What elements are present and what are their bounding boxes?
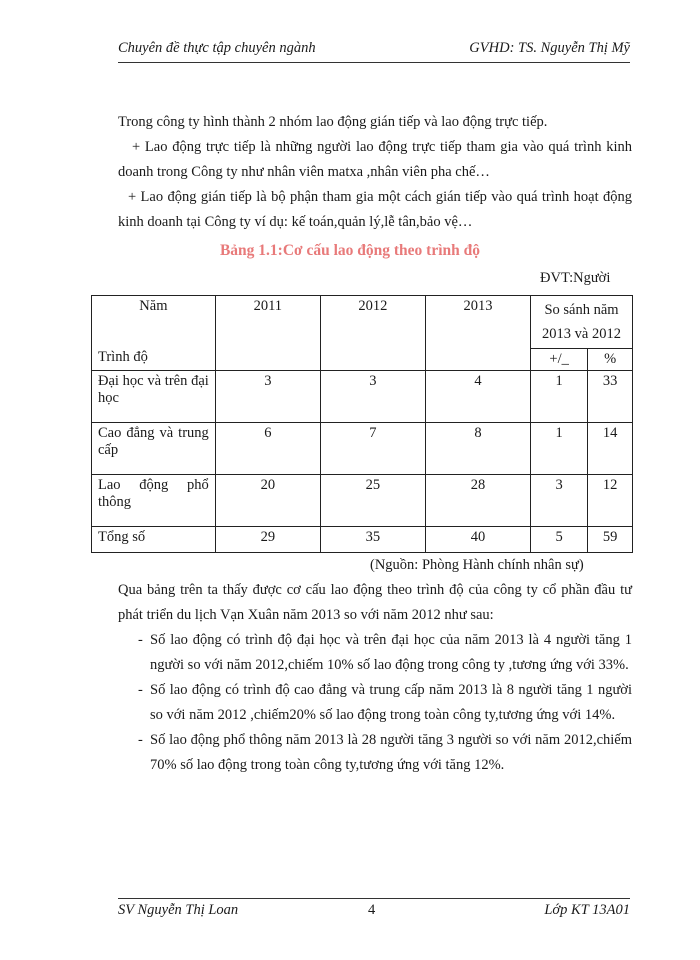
cell-2012: 35: [320, 527, 425, 553]
table-title: Bảng 1.1:Cơ cấu lao động theo trình độ: [219, 242, 481, 259]
table-total-row: [92, 527, 633, 553]
cell-2013: 28: [425, 475, 530, 527]
analysis-intro: Qua bảng trên ta thấy được cơ cấu lao động theo trình độ của công ty cổ phần đầu tư phát triển du lịch Vạn Xuân năm 2013 so với năm 2012 như sau:: [118, 582, 632, 623]
table-row: [92, 423, 633, 475]
cell-2013: 40: [425, 527, 530, 553]
footer-right: Lớp KT 13A01: [544, 902, 630, 918]
row-label: Cao đẳng và trung cấp: [92, 423, 216, 475]
cell-diff: 1: [531, 371, 588, 423]
list-item: - Số lao động có trình độ đại học và trên đại học của năm 2013 là 4 người tăng 1 người so với năm 2012,chiếm 10% số lao động trong công ty ,tương ứng với 33%.: [126, 628, 632, 678]
cell-pct: 59: [588, 527, 633, 553]
header-right: GVHD: TS. Nguyễn Thị Mỹ: [469, 40, 630, 56]
header-nam: Năm: [139, 298, 168, 314]
header-divider: [118, 62, 630, 63]
header-year-2013: 2013: [425, 296, 530, 371]
cell-2013: 8: [425, 423, 530, 475]
cell-2013: 4: [425, 371, 530, 423]
header-pct: %: [588, 349, 633, 371]
cell-diff: 5: [531, 527, 588, 553]
row-label: Tổng số: [92, 527, 216, 553]
cell-pct: 12: [588, 475, 633, 527]
intro-direct-labor: + Lao động trực tiếp là những người lao động trực tiếp tham gia vào quá trình kinh doanh trong Công ty như nhân viên matxa ,nhân viên pha chế…: [118, 139, 632, 180]
cell-2011: 29: [215, 527, 320, 553]
header-year-2011: 2011: [215, 296, 320, 371]
cell-2011: 3: [215, 371, 320, 423]
analysis-list: [126, 628, 632, 778]
header-left: Chuyên đề thực tập chuyên ngành: [118, 40, 316, 56]
cell-2011: 20: [215, 475, 320, 527]
header-trinhdo: Trình độ: [98, 349, 148, 365]
intro-paragraph: Trong công ty hình thành 2 nhóm lao động gián tiếp và lao động trực tiếp.: [118, 114, 548, 130]
header-year-2012: 2012: [320, 296, 425, 371]
table-header-row: [92, 296, 633, 349]
cell-diff: 3: [531, 475, 588, 527]
table-unit: ĐVT:Người: [540, 270, 611, 286]
cell-diff: 1: [531, 423, 588, 475]
cell-2012: 7: [320, 423, 425, 475]
row-label: Đại học và trên đại học: [92, 371, 216, 423]
intro-indirect-labor: + Lao động gián tiếp là bộ phận tham gia một cách gián tiếp vào quá trình hoạt động kinh doanh tại Công ty ví dụ: kế toán,quản lý,lễ tân,bảo vệ…: [118, 189, 632, 230]
analysis-section: [118, 578, 632, 778]
list-item: - Số lao động phổ thông năm 2013 là 28 người tăng 3 người so với năm 2012,chiếm 70% số lao động trong toàn công ty,tương ứng với tăng 12%.: [126, 728, 632, 778]
row-label: Lao động phổ thông: [92, 475, 216, 527]
cell-pct: 33: [588, 371, 633, 423]
table-row: [92, 371, 633, 423]
table-row: [92, 475, 633, 527]
header-corner-cell: [92, 296, 216, 371]
header-compare: So sánh năm 2013 và 2012: [531, 296, 633, 349]
header-diff: +/_: [531, 349, 588, 371]
labor-structure-table: [91, 295, 633, 553]
cell-2012: 25: [320, 475, 425, 527]
table-source: (Nguồn: Phòng Hành chính nhân sự): [370, 557, 584, 573]
list-item: - Số lao động có trình độ cao đẳng và trung cấp năm 2013 là 8 người tăng 1 người so với năm 2012 ,chiếm20% số lao động trong toàn công ty,tương ứng với 14%.: [126, 678, 632, 728]
intro-section: [118, 110, 632, 235]
page-number: 4: [368, 902, 376, 918]
cell-2012: 3: [320, 371, 425, 423]
footer-divider: [118, 898, 630, 899]
cell-2011: 6: [215, 423, 320, 475]
cell-pct: 14: [588, 423, 633, 475]
footer-left: SV Nguyễn Thị Loan: [118, 902, 239, 918]
